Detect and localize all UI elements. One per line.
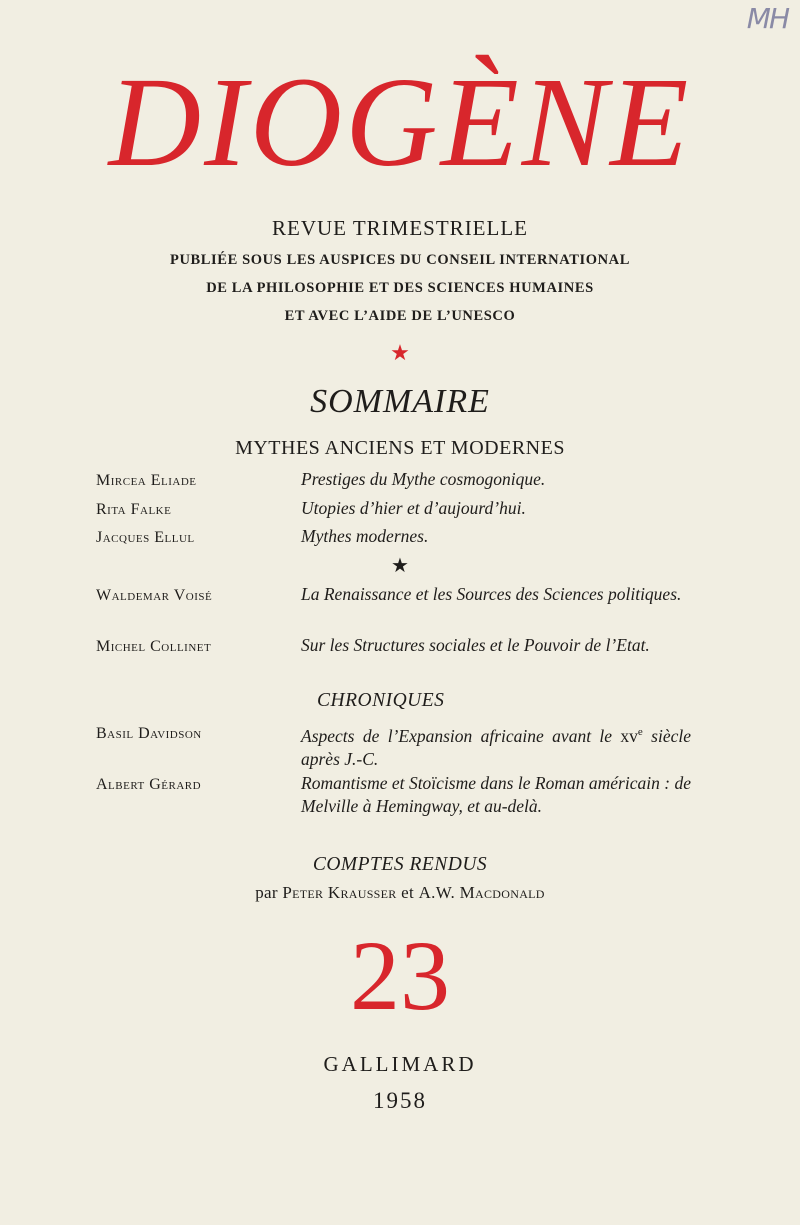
sponsor-line-1: PUBLIÉE SOUS LES AUSPICES DU CONSEIL INTERNATIONAL (169, 252, 631, 268)
entry-author: Waldemar Voisé (96, 587, 213, 604)
sponsor-line-2: DE LA PHILOSOPHIE ET DES SCIENCES HUMAINES (206, 280, 594, 296)
entry-author: Albert Gérard (96, 776, 202, 793)
entry-work (301, 721, 691, 771)
entry-work: Mythes modernes. (301, 526, 429, 546)
work-text: siècle après J.-C. (301, 725, 691, 769)
work-text: Aspects de l’Expansion africaine avant le (301, 725, 621, 746)
entry-author: Michel Collinet (96, 638, 212, 655)
et-text: et (401, 883, 415, 902)
entry-work: Romantisme et Stoïcisme dans le Roman américain : de Melville à Hemingway, et au-delà. (301, 773, 691, 816)
issue-number: 23 (350, 920, 450, 1031)
entry-work: La Renaissance et les Sources des Sciences politiques. (301, 584, 682, 604)
publication-year: 1958 (373, 1088, 427, 1113)
chroniques-heading: CHRONIQUES (317, 690, 445, 711)
sponsor-line-3: ET AVEC L’AIDE DE L’UNESCO (284, 308, 516, 324)
journal-title: DIOGÈNE (108, 51, 692, 193)
contents-heading: SOMMAIRE (310, 383, 490, 420)
entry-work: Utopies d’hier et d’aujourd’hui. (301, 498, 526, 518)
publisher-name: GALLIMARD (323, 1052, 477, 1076)
reviewer-name: A.W. Macdonald (418, 883, 545, 902)
entry-work: Prestiges du Mythe cosmogonique. (301, 469, 546, 489)
reviewers-line (0, 883, 800, 903)
entry-author: Basil Davidson (96, 725, 202, 742)
handwritten-mark: MH (746, 2, 788, 35)
journal-subtitle: REVUE TRIMESTRIELLE (271, 216, 528, 240)
entry-author: Jacques Ellul (96, 529, 195, 546)
entry-author: Mircea Eliade (96, 472, 197, 489)
section-title: MYTHES ANCIENS ET MODERNES (235, 437, 565, 459)
century-superscript: e (637, 726, 643, 738)
reviewer-name: Peter Krausser (282, 883, 397, 902)
comptes-rendus-heading: COMPTES RENDUS (312, 854, 488, 875)
entry-author: Rita Falke (96, 501, 172, 518)
red-star-icon: ★ (390, 340, 410, 365)
black-star-icon: ★ (391, 555, 409, 577)
par-text: par (255, 883, 278, 902)
century-numeral: xv (620, 725, 638, 746)
entry-work: Sur les Structures sociales et le Pouvoir de l’Etat. (301, 635, 650, 655)
